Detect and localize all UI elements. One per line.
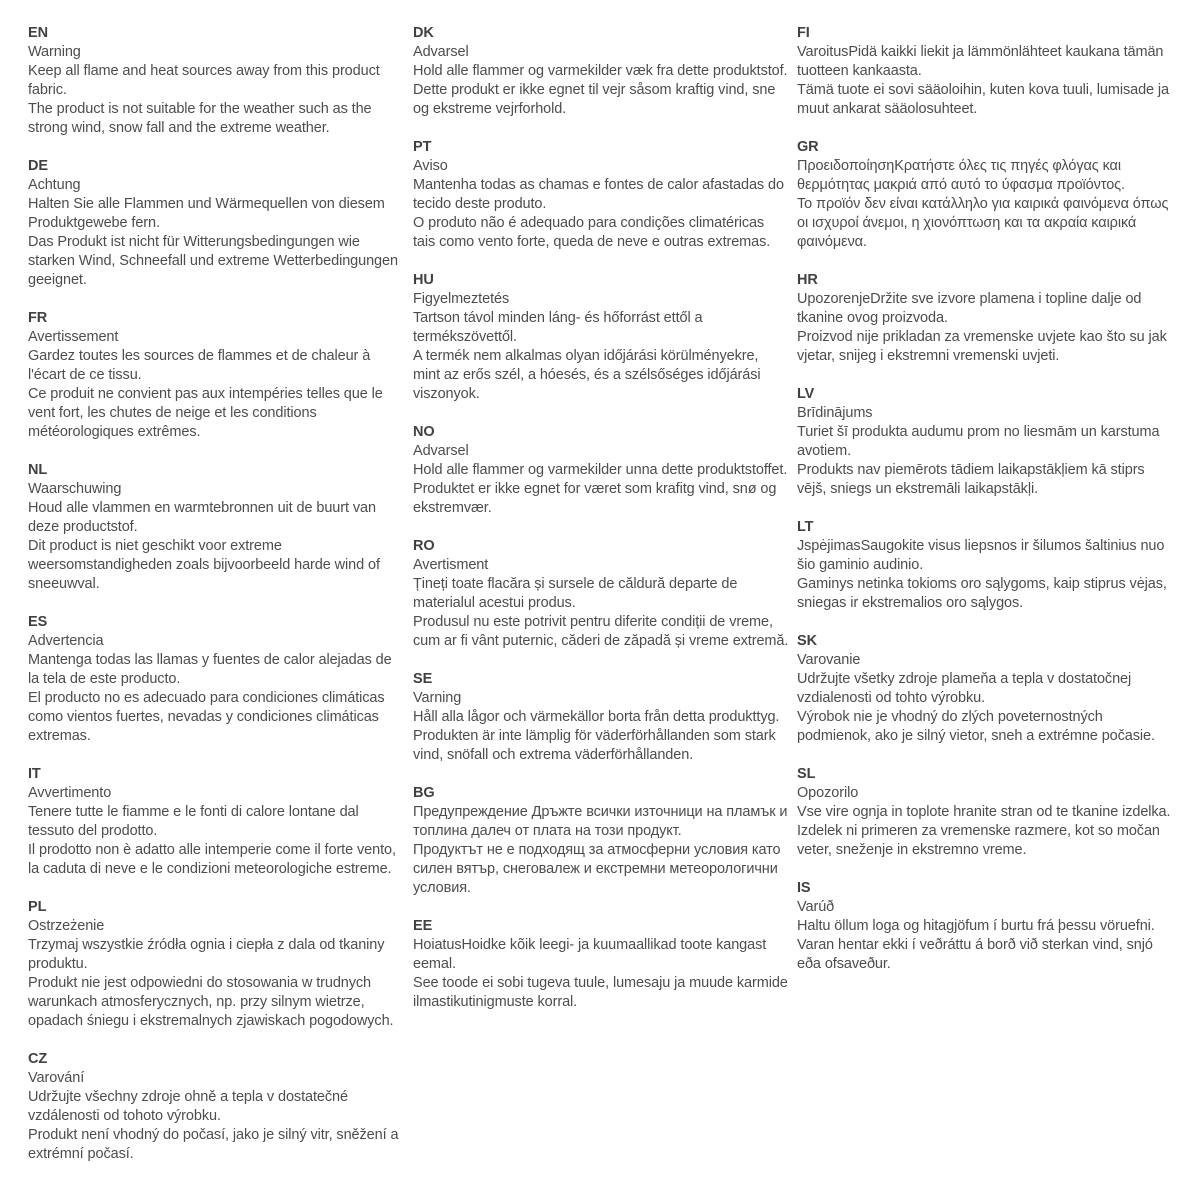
language-code: FI [797,25,810,41]
language-code: DK [413,25,434,41]
warning-section-lt [797,518,1177,613]
language-code: SE [413,671,433,687]
warning-title: Avertissement [28,329,119,345]
warning-title: Avertisment [413,557,489,573]
language-code: LT [797,519,814,535]
warning-section-se [413,670,789,765]
warning-title: Figyelmeztetés [413,291,510,307]
warning-section-nl [28,461,400,594]
language-code: PT [413,139,432,155]
warning-text-line: Mantenga todas las llamas y fuentes de calor alejadas de la tela de este producto. [28,652,392,687]
warning-text-line: Produktet er ikke egnet for været som krafitg vind, snø og ekstremvær. [413,481,777,516]
warning-text-line: Turiet šī produkta audumu prom no liesmām un karstuma avotiem. [797,424,1160,459]
warning-section-bg [413,784,789,898]
warning-text-line: Gaminys netinka tokioms oro sąlygoms, kaip stiprus vėjas, sniegas ir ekstremalios oro sąlygos. [797,576,1167,611]
warning-text-line: Tenere tutte le fiamme e le fonti di calore lontane dal tessuto del prodotto. [28,804,359,839]
warning-text-line: O produto não é adequado para condições climatéricas tais como vento forte, queda de neve e outras extremas. [413,215,771,250]
language-code: IS [797,880,811,896]
warning-text-line: Proizvod nije prikladan za vremenske uvjete kao što su jak vjetar, snijeg i ekstremni vremenski uvjeti. [797,329,1167,364]
warning-text-line: A termék nem alkalmas olyan időjárási körülményekre, mint az erős szél, a hóesés, és a szélsőséges időjárási viszonyok. [413,348,761,402]
warning-text-line: HoiatusHoidke kõik leegi- ja kuumaallikad toote kangast eemal. [413,937,767,972]
warning-text-line: Houd alle vlammen en warmtebronnen uit de buurt van deze productstof. [28,500,376,535]
warning-text-line: VaroitusPidä kaikki liekit ja lämmönlähteet kaukana tämän tuotteen kankaasta. [797,44,1164,79]
warning-section-de [28,157,400,290]
warning-text-line: Håll alla lågor och värmekällor borta från detta produkttyg. [413,709,780,725]
warning-section-dk [413,24,789,119]
warning-text-line: See toode ei sobi tugeva tuule, lumesaju ja muude karmide ilmastikutinigmuste korral. [413,975,788,1010]
warning-title: Opozorilo [797,785,859,801]
warning-text-line: Produkts nav piemērots tādiem laikapstākļiem kā stiprs vējš, sniegs un ekstremāli laikapstākļi. [797,462,1145,497]
language-code: RO [413,538,435,554]
warning-text-line: Tämä tuote ei sovi sääoloihin, kuten kova tuuli, lumisade ja muut ankarat sääolosuhteet. [797,82,1170,117]
warning-title: Varning [413,690,462,706]
warning-text-line: Produsul nu este potrivit pentru diferite condiții de vreme, cum ar fi vânt puternic, căderi de zăpadă și vreme extremă. [413,614,789,649]
language-code: HU [413,272,434,288]
language-code: NO [413,424,435,440]
warning-text-line: Gardez toutes les sources de flammes et de chaleur à l'écart de ce tissu. [28,348,371,383]
warning-text-line: Produkt není vhodný do počasí, jako je silný vitr, sněžení a extrémní počasí. [28,1127,399,1162]
warning-text-line: Το προϊόν δεν είναι κατάλληλο για καιρικά φαινόμενα όπως οι ισχυροί άνεμοι, η χιονόπτωση και τα ακραία καιρικά φαινόμενα. [797,196,1169,250]
language-code: CZ [28,1051,48,1067]
warning-section-es [28,613,400,746]
language-code: ES [28,614,48,630]
language-code: EE [413,918,433,934]
warning-section-lv [797,385,1177,499]
warning-text-line: Varan hentar ekki í veðráttu á borð við sterkan vind, snjó eða ofsaveður. [797,937,1153,972]
warning-text-line: El producto no es adecuado para condiciones climáticas como vientos fuertes, nevadas y condiciones climáticas extremas. [28,690,385,744]
warning-title: Warning [28,44,81,60]
language-code: HR [797,272,818,288]
warning-text-line: Udržujte všechny zdroje ohně a tepla v dostatečné vzdálenosti od tohoto výrobku. [28,1089,348,1124]
warning-section-hr [797,271,1177,366]
language-column-3 [797,24,1177,993]
warning-text-line: Izdelek ni primeren za vremenske razmere, kot so močan veter, sneženje in ekstremno vreme. [797,823,1160,858]
warning-text-line: Hold alle flammer og varmekilder væk fra dette produktstof. [413,63,788,79]
warning-title: Waarschuwing [28,481,122,497]
warning-text-line: Țineți toate flacăra și sursele de căldură departe de materialul acestui produs. [413,576,738,611]
warning-text-line: Vse vire ognja in toplote hranite stran od te tkanine izdelka. [797,804,1171,820]
language-code: DE [28,158,48,174]
warning-section-ee [413,917,789,1012]
language-code: FR [28,310,48,326]
warning-title: Brīdinājums [797,405,873,421]
warning-text-line: ΠροειδοποίησηΚρατήστε όλες τις πηγές φλόγας και θερμότητας μακριά από αυτό το ύφασμα προϊόντος. [797,158,1125,193]
language-code: SL [797,766,816,782]
language-code: IT [28,766,41,782]
warning-title: Achtung [28,177,81,193]
warning-text-line: Mantenha todas as chamas e fontes de calor afastadas do tecido deste produto. [413,177,784,212]
language-column-2 [413,24,789,1031]
warning-section-sl [797,765,1177,860]
warning-text-line: JspėjimasSaugokite visus liepsnos ir šilumos šaltinius nuo šio gaminio audinio. [797,538,1165,573]
warning-title: Aviso [413,158,448,174]
language-code: LV [797,386,815,402]
warning-section-hu [413,271,789,404]
warning-text-line: Halten Sie alle Flammen und Wärmequellen von diesem Produktgewebe fern. [28,196,385,231]
warning-section-is [797,879,1177,974]
warning-section-gr [797,138,1177,252]
warning-section-no [413,423,789,518]
language-code: BG [413,785,435,801]
warning-title: Varování [28,1070,85,1086]
warning-text-line: Trzymaj wszystkie źródła ognia i ciepła z dala od tkaniny produktu. [28,937,385,972]
warning-text-line: Hold alle flammer og varmekilder unna dette produktstoffet. [413,462,788,478]
warning-text-line: Produkten är inte lämplig för väderförhållanden som stark vind, snöfall och extrema väderförhållanden. [413,728,776,763]
language-column-1 [28,24,400,1183]
warning-text-line: UpozorenjeDržite sve izvore plamena i topline dalje od tkanine ovog proizvoda. [797,291,1142,326]
warning-title: Varúð [797,899,835,915]
warning-title: Advarsel [413,44,469,60]
warning-text-line: Výrobok nie je vhodný do zlých poveternostných podmienok, ako je silný vietor, sneh a extrémne počasie. [797,709,1155,744]
language-code: NL [28,462,48,478]
warning-section-en [28,24,400,138]
language-code: PL [28,899,47,915]
warning-section-fi [797,24,1177,119]
language-code: SK [797,633,817,649]
warning-text-line: Предупреждение Дръжте всички източници на пламък и топлина далеч от плата на този продукт. [413,804,788,839]
warning-section-pl [28,898,400,1031]
warning-text-line: Haltu öllum loga og hitagjöfum í burtu frá þessu vöruefni. [797,918,1155,934]
warning-text-line: Das Produkt ist nicht für Witterungsbedingungen wie starken Wind, Schneefall und extreme Wetterbedingungen geeignet. [28,234,398,288]
warning-section-it [28,765,400,879]
warning-section-ro [413,537,789,651]
language-code: EN [28,25,48,41]
warning-title: Advarsel [413,443,469,459]
warning-text-line: The product is not suitable for the weather such as the strong wind, snow fall and the extreme weather. [28,101,372,136]
warning-text-line: Il prodotto non è adatto alle intemperie come il forte vento, la caduta di neve e le condizioni meteorologiche estreme. [28,842,396,877]
warning-text-line: Продуктът не е подходящ за атмосферни условия като силен вятър, снеговалеж и екстремни метеорологични условия. [413,842,781,896]
warning-text-line: Ce produit ne convient pas aux intempéries telles que le vent fort, les chutes de neige et les conditions météorologiques extrêmes. [28,386,383,440]
warning-text-line: Dette produkt er ikke egnet til vejr såsom kraftig vind, sne og ekstreme vejrforhold. [413,82,776,117]
warning-text-line: Udržujte všetky zdroje plameňa a tepla v dostatočnej vzdialenosti od tohto výrobku. [797,671,1132,706]
warning-text-line: Dit product is niet geschikt voor extreme weersomstandigheden zoals bijvoorbeeld harde wind of sneeuwval. [28,538,380,592]
warning-text-line: Produkt nie jest odpowiedni do stosowania w trudnych warunkach atmosferycznych, np. przy silnym wietrze, opadach śniegu i ekstremalnych zjawiskach pogodowych. [28,975,394,1029]
warning-section-fr [28,309,400,442]
language-code: GR [797,139,819,155]
warning-title: Varovanie [797,652,861,668]
warning-title: Ostrzeżenie [28,918,105,934]
warning-text-line: Keep all flame and heat sources away from this product fabric. [28,63,380,98]
warning-section-pt [413,138,789,252]
warning-title: Advertencia [28,633,104,649]
warning-title: Avvertimento [28,785,112,801]
warning-section-sk [797,632,1177,746]
warning-section-cz [28,1050,400,1164]
warning-text-line: Tartson távol minden láng- és hőforrást ettől a termékszövettől. [413,310,703,345]
